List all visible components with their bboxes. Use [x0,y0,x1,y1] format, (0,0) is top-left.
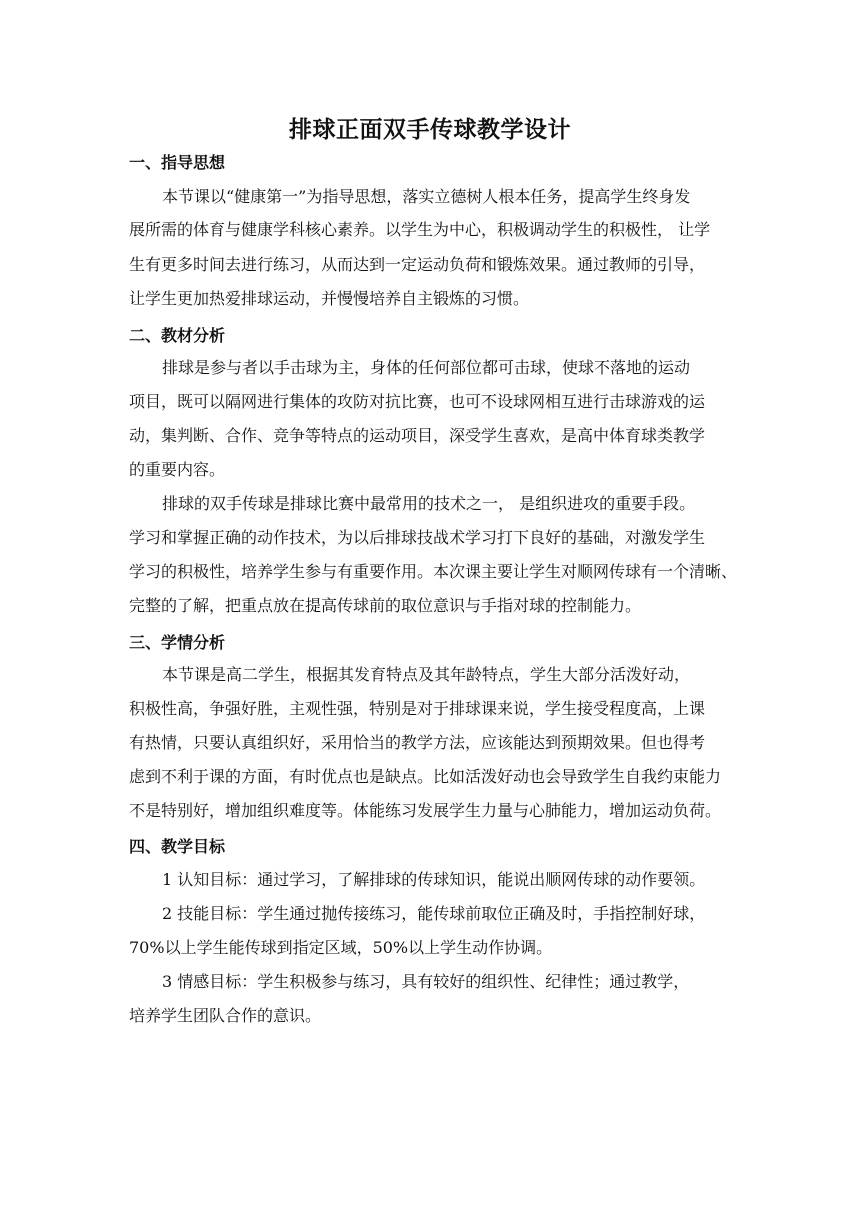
paragraph-line: 积极性高，争强好胜，主观性强，特别是对于排球课来说，学生接受程度高，上课 [129,699,706,718]
paragraph-line: 让学生更加热爱排球运动，并慢慢培养自主锻炼的习惯。 [129,289,530,308]
paragraph-line: 的重要内容。 [129,460,226,479]
paragraph-line: 展所需的体育与健康学科核心素养。以学生为中心，积极调动学生的积极性， 让学 [129,220,711,239]
objective-line: 3 情感目标：学生积极参与练习，具有较好的组织性、纪律性；通过教学， [162,972,690,991]
section-heading-guiding-ideology: 一、指导思想 [129,153,226,172]
objective-line: 培养学生团队合作的意识。 [129,1006,322,1025]
objective-line: 70%以上学生能传球到指定区域，50%以上学生动作协调。 [129,938,553,957]
objective-line: 1 认知目标：通过学习，了解排球的传球知识，能说出顺网传球的动作要领。 [162,870,706,889]
objective-line: 2 技能目标：学生通过抛传接练习，能传球前取位正确及时，手指控制好球， [162,904,706,923]
paragraph-line: 虑到不利于课的方面，有时优点也是缺点。比如活泼好动也会导致学生自我约束能力 [129,767,722,786]
document-title: 排球正面双手传球教学设计 [289,117,571,143]
paragraph-line: 学习和掌握正确的动作技术，为以后排球技战术学习打下良好的基础，对激发学生 [129,528,706,547]
paragraph-line: 本节课以“健康第一”为指导思想，落实立德树人根本任务，提高学生终身发 [162,187,691,206]
paragraph-line: 生有更多时间去进行练习，从而达到一定运动负荷和锻炼效果。通过教师的引导， [129,255,706,274]
section-heading-learner-analysis: 三、学情分析 [129,633,226,652]
section-heading-teaching-objectives: 四、教学目标 [129,837,226,856]
paragraph-line: 排球的双手传球是排球比赛中最常用的技术之一， 是组织进攻的重要手段。 [162,494,696,513]
paragraph-line: 完整的了解，把重点放在提高传球前的取位意识与手指对球的控制能力。 [129,596,642,615]
paragraph-line: 本节课是高二学生，根据其发育特点及其年龄特点，学生大部分活泼好动， [162,665,691,684]
section-heading-material-analysis: 二、教材分析 [129,326,226,345]
paragraph-line: 排球是参与者以手击球为主，身体的任何部位都可击球，使球不落地的运动 [162,358,691,377]
paragraph-line: 项目，既可以隔网进行集体的攻防对抗比赛，也可不设球网相互进行击球游戏的运 [129,392,706,411]
paragraph-line: 动，集判断、合作、竞争等特点的运动项目，深受学生喜欢，是高中体育球类教学 [129,426,706,445]
paragraph-line: 不是特别好，增加组织难度等。体能练习发展学生力量与心肺能力，增加运动负荷。 [129,801,722,820]
paragraph-line: 学习的积极性，培养学生参与有重要作用。本次课主要让学生对顺网传球有一个清晰、 [129,562,738,581]
paragraph-line: 有热情，只要认真组织好，采用恰当的教学方法，应该能达到预期效果。但也得考 [129,733,706,752]
